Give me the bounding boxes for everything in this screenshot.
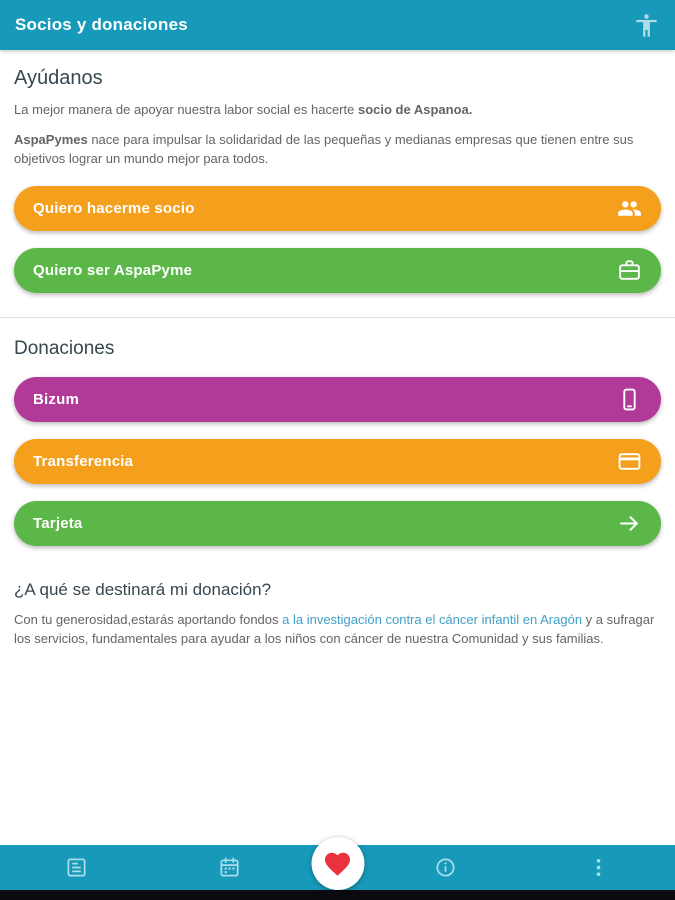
heart-icon [323,849,353,879]
paragraph-text: nace para impulsar la solidaridad de las pequeñas y medianas empresas que tienen entre sus objetivos lograr un mundo mejor para todos. [14,131,634,166]
destino-paragraph [14,610,661,649]
bizum-button[interactable] [14,377,661,422]
button-label: Tarjeta [33,514,83,532]
paragraph-text: y a sufragar los servicios, fundamentales para ayudar a los niños con cáncer de nuestra Comunidad y sus familias. [14,611,655,646]
paragraph-text: Con tu generosidad,estarás aportando fondos [14,611,283,627]
ayudanos-heading: Ayúdanos [14,67,103,89]
smartphone-icon [617,387,642,412]
button-label: Bizum [33,390,79,408]
briefcase-icon [617,258,642,283]
become-member-button[interactable] [14,186,661,231]
overflow-menu-icon[interactable] [587,856,610,879]
button-label: Transferencia [33,452,134,470]
button-label: Quiero hacerme socio [33,199,195,217]
research-link[interactable]: a la investigación contra el cáncer infantil en Aragón [282,611,583,627]
credit-card-icon [617,449,642,474]
system-navigation-bar [0,890,675,900]
arrow-right-icon [617,511,642,536]
content-area [0,50,675,845]
app-bar [0,0,675,50]
people-icon [617,196,642,221]
section-divider [0,317,675,318]
calendar-icon[interactable] [218,856,241,879]
paragraph-bold-text: AspaPymes [14,131,88,147]
page-title: Socios y donaciones [15,15,188,34]
bottom-nav-left [0,845,307,890]
news-icon[interactable] [65,856,88,879]
paragraph-text: La mejor manera de apoyar nuestra labor social es hacerte [14,102,358,117]
info-icon[interactable] [434,856,457,879]
ayudanos-paragraph-1 [14,100,661,120]
ayudanos-paragraph-2 [14,130,661,169]
become-aspapyme-button[interactable] [14,248,661,293]
destino-heading: ¿A qué se destinará mi donación? [14,579,272,599]
tarjeta-button[interactable] [14,501,661,546]
paragraph-bold-text: socio de Aspanoa. [357,102,473,117]
bottom-nav-right [369,845,675,890]
donaciones-heading: Donaciones [14,337,115,359]
transferencia-button[interactable] [14,439,661,484]
heart-donate-button[interactable] [311,837,364,890]
button-label: Quiero ser AspaPyme [33,261,193,279]
accessibility-icon[interactable] [633,12,660,39]
